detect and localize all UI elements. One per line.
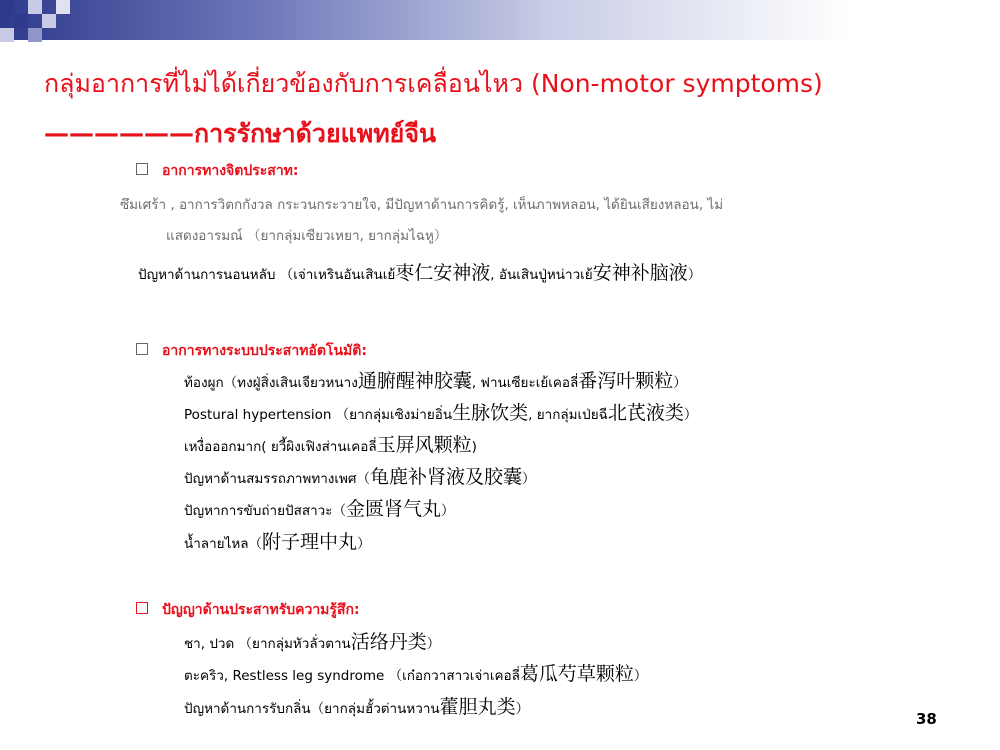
text-span: ปัญหาการขับถ่ายปัสสาวะ（	[184, 503, 346, 519]
autonomic-item	[184, 366, 687, 393]
text-span: ปัญหาด้านสมรรถภาพทางเพศ（	[184, 471, 370, 487]
autonomic-item	[184, 527, 371, 554]
text-span: ปัญหาด้านการนอนหลับ （เจ่าเหรินอันเสินเย้	[138, 267, 396, 283]
section-heading-label: อาการทางจิตประสาท:	[162, 163, 299, 179]
text-span: ท้องผูก（ทงฝู่สิ่งเสินเจียวหนาง	[184, 375, 358, 391]
text-span: ）	[357, 536, 371, 552]
chinese-medicine-name: 金匮肾气丸	[345, 498, 441, 520]
checkbox-bullet-icon	[136, 163, 148, 175]
text-span: , ฟานเซียะเย้เคอลี่	[471, 375, 579, 391]
text-span: ）	[673, 375, 687, 391]
psychiatric-symptoms-line-2: แสดงอารมณ์ （ยากลุ่มเซียวเหยา, ยากลุ่มไฉหู）	[166, 228, 448, 244]
text-span: ）	[687, 267, 702, 283]
chinese-medicine-name: 藿胆丸类	[439, 696, 516, 718]
chinese-medicine-name: 生脉饮类	[452, 402, 529, 424]
text-span: ）	[522, 471, 536, 487]
autonomic-item	[184, 430, 477, 457]
section-heading-autonomic	[136, 340, 367, 362]
chinese-medicine-name: 枣仁安神液	[395, 262, 491, 284]
chinese-medicine-name: 安神补脑液	[592, 262, 688, 284]
sensory-item	[184, 692, 529, 719]
text-span: ）	[633, 668, 648, 684]
text-span: เหงื่อออกมาก( ยวี้ผิงเฟิงส่านเคอลี่	[184, 439, 377, 455]
text-span: น้ำลายไหล（	[184, 536, 263, 552]
sensory-item	[184, 627, 440, 654]
page-number: 38	[916, 710, 937, 728]
header-square-decoration	[14, 14, 28, 28]
section-heading-psychiatric	[136, 160, 299, 182]
text-span: ปัญหาด้านการรับกลิ่น（ยากลุ่มฮั้วต่านหวาน	[184, 701, 440, 717]
chinese-medicine-name: 玉屏风颗粒	[376, 434, 472, 456]
text-span: , ยากลุ่มเป่ยฉี	[528, 407, 608, 423]
section-heading-label: ปัญญาด้านประสาทรับความรู้สึก:	[162, 602, 360, 618]
chinese-medicine-name: 北芪液类	[607, 402, 684, 424]
section-heading-sensory	[136, 599, 360, 621]
slide-subtitle: ——————การรักษาด้วยแพทย์จีน	[44, 119, 437, 148]
text-span: ）	[683, 407, 698, 423]
chinese-medicine-name: 通腑醒神胶囊	[357, 370, 472, 392]
text-span: ตะคริว, Restless leg syndrome （เก๋อกวาสาวเจ่าเคอลี่	[184, 668, 520, 684]
text-span: ชา, ปวด （ยากลุ่มหัวลั่วตาน	[184, 636, 351, 652]
chinese-medicine-name: 葛瓜芍草颗粒	[519, 663, 634, 685]
sleep-problem-line	[138, 258, 701, 285]
header-gradient-bar	[0, 0, 1000, 40]
checkbox-bullet-icon	[136, 602, 148, 614]
header-square-decoration	[28, 28, 42, 42]
text-span: )	[471, 439, 477, 455]
header-square-decoration	[0, 0, 14, 14]
chinese-medicine-name: 番泻叶颗粒	[578, 370, 674, 392]
sensory-item	[184, 659, 647, 686]
autonomic-item	[184, 462, 536, 489]
text-span: ）	[426, 636, 441, 652]
checkbox-bullet-icon	[136, 343, 148, 355]
header-square-decoration	[0, 28, 14, 42]
autonomic-item	[184, 494, 455, 521]
text-span: ）	[441, 503, 455, 519]
psychiatric-symptoms-line: ซึมเศร้า , อาการวิตกกังวล กระวนกระวายใจ, มีปัญหาด้านการคิดรู้, เห็นภาพหลอน, ได้ยินเสียงหลอน, ไม่	[120, 197, 724, 213]
text-span: , อันเสินปู่หน่าวเย้	[490, 267, 593, 283]
chinese-medicine-name: 附子理中丸	[262, 531, 358, 553]
chinese-medicine-name: 龟鹿补肾液及胶囊	[369, 466, 522, 488]
autonomic-item	[184, 398, 697, 425]
chinese-medicine-name: 活络丹类	[350, 631, 427, 653]
header-square-decoration	[28, 0, 42, 14]
slide-title: กลุ่มอาการที่ไม่ได้เกี่ยวข้องกับการเคลื่อนไหว (Non-motor symptoms)	[44, 69, 823, 98]
text-span: ）	[515, 701, 530, 717]
section-heading-label: อาการทางระบบประสาทอัตโนมัติ:	[162, 343, 367, 359]
text-span: Postural hypertension （ยากลุ่มเซิงม่ายอิ่น	[184, 407, 453, 423]
header-square-decoration	[42, 14, 56, 28]
header-square-decoration	[56, 0, 70, 14]
